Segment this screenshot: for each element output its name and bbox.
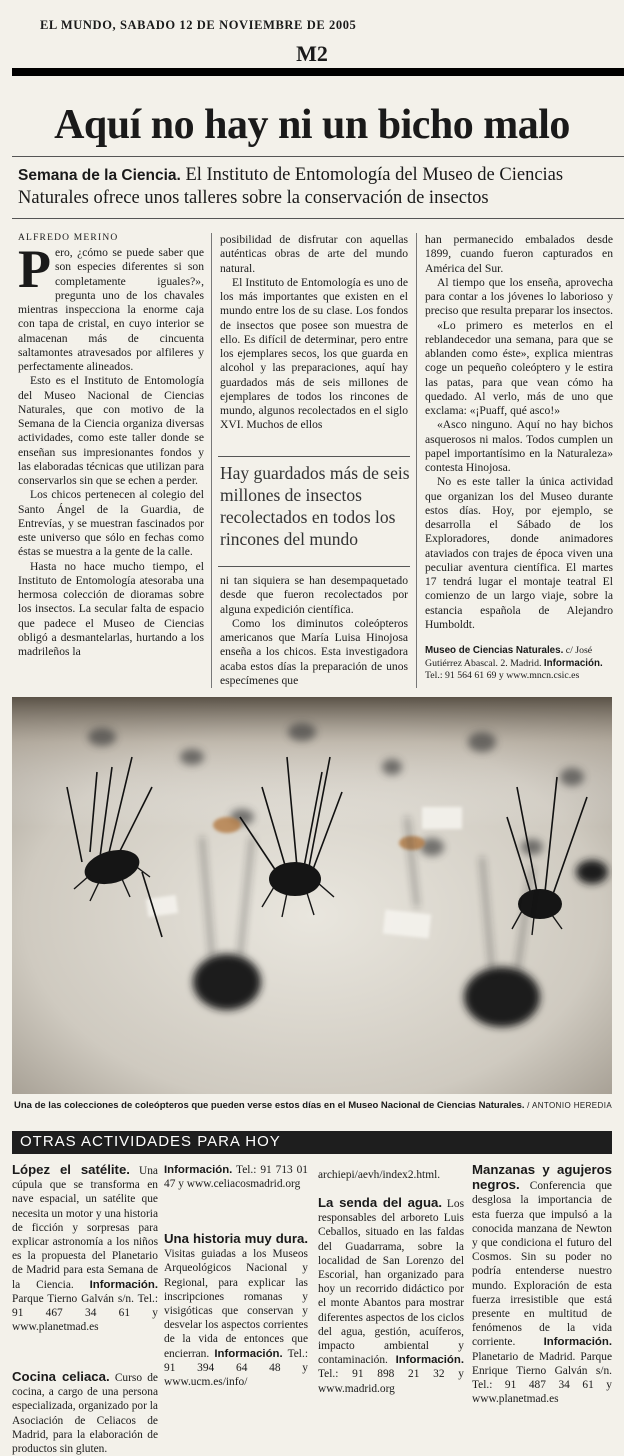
drop-cap: P	[18, 239, 51, 299]
subtitle-text: El Instituto de Entomología del Museo de Ciencias Naturales ofrece unos talleres sobre la conservación de insectos	[18, 165, 564, 208]
activity-lopez: López el satélite. Una cúpula que se transforma en nave espacial, un satélite que necesita un motor y una historia de ficción y sorpresas para explicar astronomía a los niños es la propuesta del Planetario de Madrid para esta Semana de la Ciencia. Información. Parque Tierno Galván s/n. Tel.: 91 467 34 61 y www.planetmad.es	[12, 1162, 158, 1334]
activity-senda: La senda del agua. Los responsables del arboreto Luis Ceballos, situado en las faldas del Guadarrama, sobre la localidad de San Lorenzo del Escorial, han organizado para hoy un recorrido didáctico por el monte Abantos para mostrar diferentes aspectos de los ciclos del agua, gestión, acuíferos, impacto ambiental y contaminación. Información. Tel.: 91 898 21 32 y www.madrid.org	[318, 1195, 464, 1395]
paragraph: Esto es el Instituto de Entomología del Museo Nacional de Ciencias Naturales, que con motivo de la Semana de la Ciencia organiza diversas actividades, como este taller donde se enseñan sus impresionantes fondos y las elaboradas técnicas que utilizan para conservarlos sin que se echen a perder.	[18, 374, 204, 487]
paragraph: «Asco ninguno. Aquí no hay bichos asquerosos ni malos. Todos cumplen un papel importantísimo en la Naturaleza» contesta Hinojosa.	[425, 418, 613, 474]
paragraph: posibilidad de disfrutar con aquellas auténticas obras de arte del mundo natural.	[220, 233, 408, 275]
column-divider	[416, 233, 417, 688]
subtitle-rule	[12, 218, 624, 219]
column-divider	[211, 233, 212, 688]
paragraph: ni tan siquiera se han desempaquetado desde que fueron recolectados por alguna expedición científica.	[220, 574, 408, 616]
paragraph: Los chicos pertenecen al colegio del Santo Ángel de la Guardia, de Entrevías, y se muestran fascinados por este universo que sólo en fechas como éstas se muestra a la gente de la calle.	[18, 488, 204, 559]
museum-info: Museo de Ciencias Naturales. c/ José Gutiérrez Abascal. 2. Madrid. Información. Tel.: 91 564 61 69 y www.mncn.csic.es	[425, 645, 603, 681]
pull-quote: Hay guardados más de seis millones de insectos recolectados en todos los rincones del mundo	[220, 463, 410, 549]
paragraph: El Instituto de Entomología es uno de los más importantes que existen en el mundo entre los de su clase. Los fondos de insectos que posee son muestra de ello. Es difícil de determinar, pero entre los ejemplares secos, los que guarda en alcohol y las preparaciones, aquí hay guardados más de seis millones de ejemplares de todos los rincones de mundo, algunos recolectados en el siglo XVI. Muchos de ellos	[220, 275, 408, 432]
activity-cocina: Cocina celiaca. Curso de cocina, a cargo de una persona especializada, organizado por la Asociación de Celiacos de Madrid, para la elaboración de productos sin gluten.	[12, 1369, 158, 1456]
header-rule	[12, 68, 624, 76]
page-folio: EL MUNDO, SABADO 12 DE NOVIEMBRE DE 2005	[40, 18, 357, 32]
pullquote-rule-top	[218, 456, 410, 457]
title-rule	[12, 156, 624, 157]
activity-manzanas: Manzanas y agujeros negros. Conferencia que desglosa la importancia de esta fuerza que impulsó a la conocida manzana de Newton y que condiciona el futuro del Cosmos. Sin su poder no podría entenderse nuestro mundo. Exploración de esta fuerza irresistible que está presente en multitud de fenómenos de la vida corriente. Información. Planetario de Madrid. Parque Enrique Tierno Galván s/n. Tel.: 91 487 34 61 y www.planetmad.es	[472, 1162, 612, 1406]
column-2-bottom	[220, 574, 408, 688]
paragraph: Al tiempo que los enseña, aprovecha para contar a los jóvenes lo laborioso y preciso que resulta preparar los insectos.	[425, 275, 614, 318]
photo-caption: Una de las colecciones de coleópteros que pueden verse estos días en el Museo Nacional de Ciencias Naturales. / ANTONIO HEREDIA	[14, 1100, 613, 1111]
paragraph: No es este taller la única actividad que organizan los del Museo durante estos días. Hoy, por ejemplo, se desarrolla el Sábado de los Exploradores, donde animadores ataviados con trajes de época viven una peculiar aventura científica. El martes 17 tendrá lugar el montaje teatral El comienzo de un largo viaje, sobre la estancia española de Alejandro Humboldt.	[425, 475, 613, 631]
photo-credit: / ANTONIO HEREDIA	[524, 1101, 613, 1110]
activity-historia: Una historia muy dura. Visitas guiadas a los Museos Arqueológicos Nacional y Regional, para explicar las inscripciones romanas y visigóticas que conservan y desvelar los aspectos corrientes de la vida de entonces que encierran. Información. Tel.: 91 394 64 48 y www.ucm.es/info/	[164, 1231, 308, 1389]
paragraph: Hasta no hace mucho tiempo, el Instituto de Entomología atesoraba una hermosa colección de dioramas sobre los insectos. La secular falta de espacio que padece el Museo de Ciencias obligó a desmantelarlas, hurtando a los madrileños la	[18, 559, 204, 658]
article-subtitle	[18, 164, 618, 210]
section-label: M2	[296, 41, 328, 66]
pullquote-rule-bottom	[218, 566, 410, 567]
beetle-collection-photo	[12, 697, 612, 1094]
paragraph: Como los diminutos coleópteros americanos que María Luisa Hinojosa enseña a los chicos. Esta investigadora acaba estos días la preparación de unos especímenes que	[220, 616, 408, 687]
column-1	[18, 239, 204, 659]
column-3	[425, 233, 613, 632]
column-2-top	[220, 233, 408, 433]
photo-illustration	[12, 697, 612, 1094]
byline: ALFREDO MERINO	[18, 233, 119, 243]
article-title: Aquí no hay ni un bicho malo	[54, 102, 570, 148]
activity-historia-cont: archiepi/aevh/index2.html.	[318, 1169, 441, 1181]
activity-cocina-cont: Información. Tel.: 91 713 01 47 y www.celiacosmadrid.org	[164, 1164, 308, 1191]
activities-title: OTRAS ACTIVIDADES PARA HOY	[20, 1133, 281, 1150]
paragraph: Pero, ¿cómo se puede saber que son especies diferentes si son completamente iguales?», pregunta uno de los chavales mientras inspecciona la enorme caja con tapa de cristal, en cuyo interior se almacenan más de cincuenta saltamontes atravesados por alfileres y perfectamente alineados.	[18, 239, 204, 373]
subtitle-kicker: Semana de la Ciencia.	[18, 167, 181, 184]
paragraph: «Lo primero es meterlos en el reblandecedor una semana, para que se ablanden como éste», explica mientras coge un pequeño coleóptero y le estira las patas, para que vean cómo ha quedado. Al verlo, más de uno que exclama: «¡Puaff, qué asco!»	[425, 318, 613, 417]
paragraph: han permanecido embalados desde 1899, cuando fueron capturados en América del Sur.	[425, 233, 613, 275]
